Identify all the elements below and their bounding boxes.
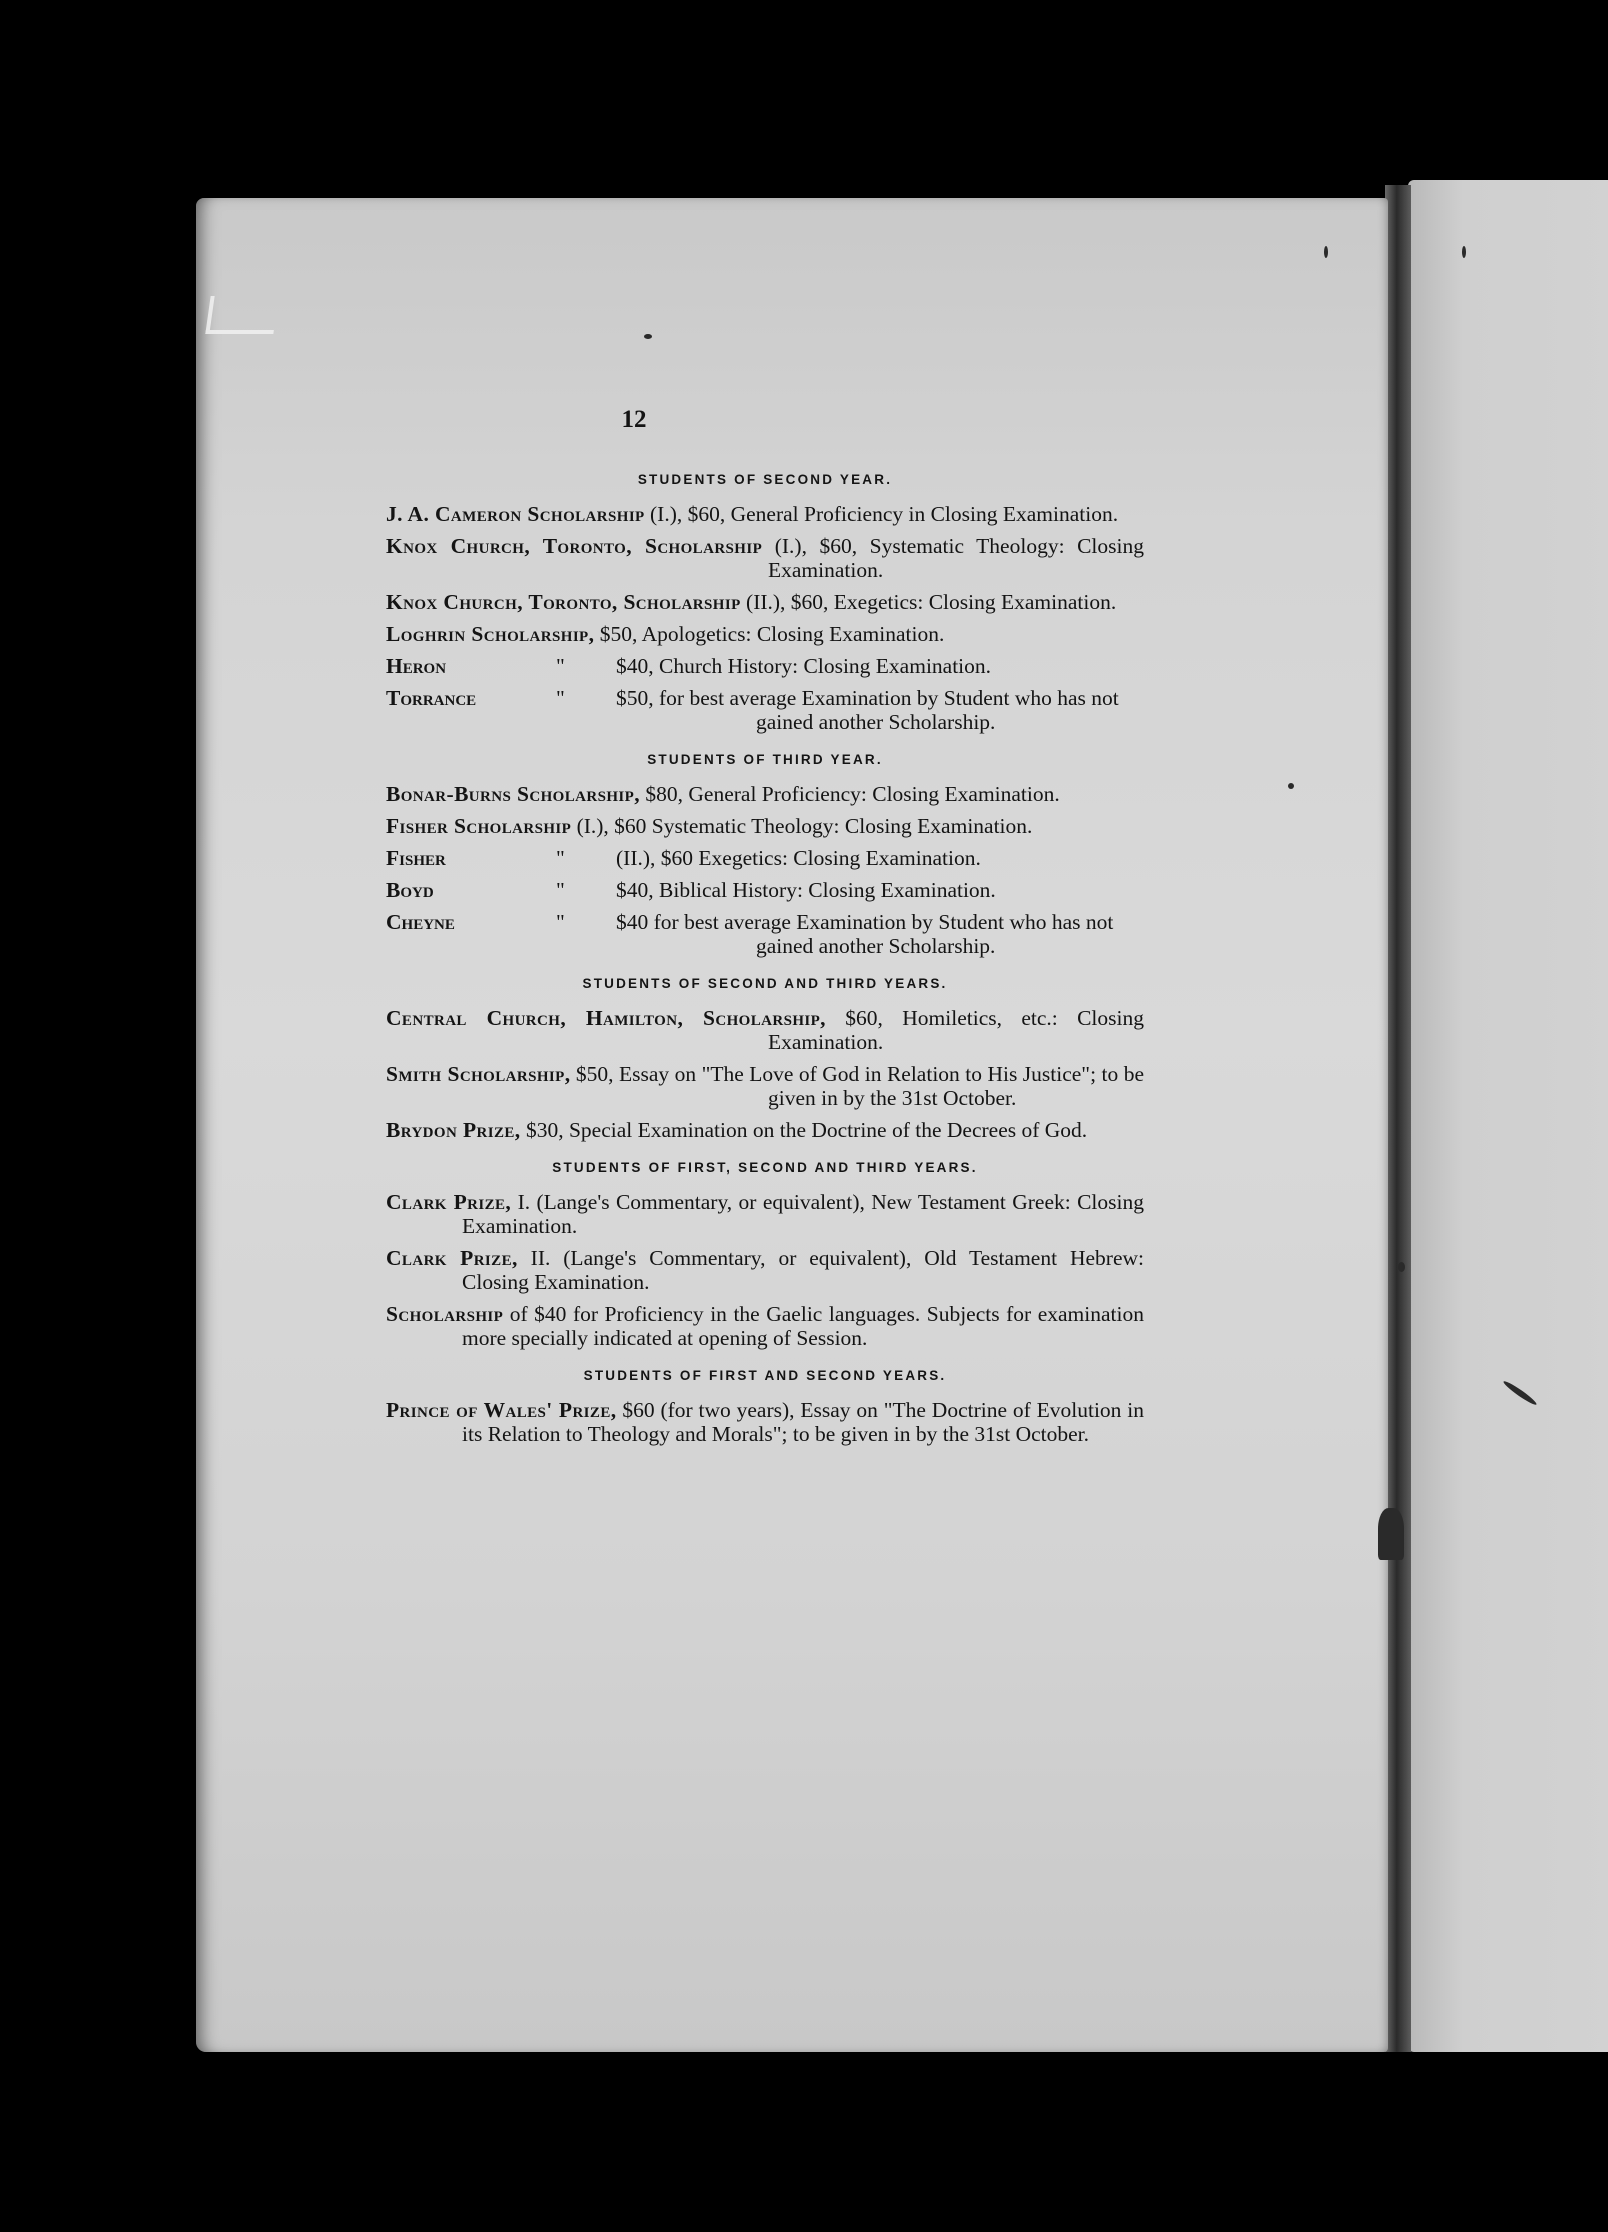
entry-name: Central Church, Hamilton, Scholarship, — [386, 1006, 826, 1030]
section-heading: STUDENTS OF FIRST, SECOND AND THIRD YEARS. — [552, 1160, 978, 1175]
entry-cameron-scholarship — [386, 502, 1144, 526]
section-heading: STUDENTS OF THIRD YEAR. — [647, 752, 883, 767]
entry-text: $40, Biblical History: Closing Examination. — [616, 878, 996, 902]
entry-name: Heron — [386, 654, 447, 678]
entry-clark-prize-2 — [386, 1246, 1144, 1294]
section-second-third-years — [386, 974, 1144, 1142]
entry-text: $50, Essay on "The Love of God in Relation to His Justice"; to be given in by the 31st October. — [570, 1062, 1144, 1110]
section-third-year — [386, 750, 1144, 958]
entry-name: J. A. Cameron Scholarship — [386, 502, 645, 526]
entry-name: Fisher — [386, 846, 446, 870]
entry-name: Torrance — [386, 686, 477, 710]
entry-name: Smith Scholarship, — [386, 1062, 571, 1086]
scan-speck — [1324, 246, 1328, 258]
entry-text: I. (Lange's Commentary, or equivalent), New Testament Greek: Closing Examination. — [462, 1190, 1144, 1238]
entry-name: Knox Church, Toronto, Scholarship — [386, 534, 763, 558]
entry-name: Loghrin Scholarship, — [386, 622, 595, 646]
entry-text: (II.), $60 Exegetics: Closing Examination. — [616, 846, 981, 870]
entry-name: Brydon Prize, — [386, 1118, 521, 1142]
entry-smith-scholarship — [386, 1062, 1144, 1110]
entry-text: $50, Apologetics: Closing Examination. — [594, 622, 945, 646]
entry-name: Cheyne — [386, 910, 455, 934]
ditto-mark: " — [556, 846, 565, 870]
entry-bonar-burns-scholarship — [386, 782, 1144, 806]
book-gutter — [1385, 185, 1411, 2052]
entry-fisher-2 — [386, 846, 1144, 870]
entry-text: II. (Lange's Commentary, or equivalent), Old Testament Hebrew: Closing Examination. — [462, 1246, 1144, 1294]
page-content — [386, 470, 1144, 1462]
entry-name: Clark Prize, — [386, 1190, 512, 1214]
entry-text: $80, General Proficiency: Closing Examination. — [640, 782, 1060, 806]
section-heading: STUDENTS OF SECOND AND THIRD YEARS. — [582, 976, 948, 991]
entry-text: $40, Church History: Closing Examination. — [616, 654, 992, 678]
entry-fisher-scholarship-1 — [386, 814, 1144, 838]
entry-text: $50, for best average Examination by Student who has not gained another Scholarship. — [616, 686, 1119, 734]
ditto-mark: " — [556, 686, 565, 710]
entry-prince-of-wales-prize — [386, 1398, 1144, 1446]
ditto-mark: " — [556, 878, 565, 902]
entry-text: (II.), $60, Exegetics: Closing Examination. — [740, 590, 1117, 614]
entry-knox-scholarship-2 — [386, 590, 1144, 614]
entry-name: Bonar-Burns Scholarship, — [386, 782, 640, 806]
entry-text: $60, Homiletics, etc.: Closing Examination. — [768, 1006, 1144, 1054]
entry-loghrin-scholarship — [386, 622, 1144, 646]
entry-text: (I.), $60, Systematic Theology: Closing Examination. — [762, 534, 1144, 582]
entry-text: $40 for best average Examination by Student who has not gained another Scholarship. — [616, 910, 1114, 958]
page-number: 12 — [621, 406, 647, 433]
scan-speck — [1462, 246, 1466, 258]
entry-heron — [386, 654, 1144, 678]
section-first-second-years — [386, 1366, 1144, 1446]
scan-speck — [644, 334, 652, 339]
entry-central-church-scholarship — [386, 1006, 1144, 1054]
entry-knox-scholarship-1 — [386, 534, 1144, 582]
entry-name: Boyd — [386, 878, 434, 902]
entry-name: Fisher Scholarship — [386, 814, 572, 838]
entry-boyd — [386, 878, 1144, 902]
entry-text: (I.), $60, General Proficiency in Closing Examination. — [644, 502, 1119, 526]
ditto-mark: " — [556, 654, 565, 678]
entry-text: $60 (for two years), Essay on "The Doctrine of Evolution in its Relation to Theology and Morals"; to be given in by the 31st October. — [462, 1398, 1144, 1446]
entry-name: Clark Prize, — [386, 1246, 518, 1270]
entry-name: Prince of Wales' Prize, — [386, 1398, 617, 1422]
entry-text: $30, Special Examination on the Doctrine of the Decrees of God. — [520, 1118, 1088, 1142]
scan-speck — [1378, 1508, 1404, 1560]
entry-name: Knox Church, Toronto, Scholarship — [386, 590, 741, 614]
section-second-year — [386, 470, 1144, 734]
section-heading: STUDENTS OF SECOND YEAR. — [637, 472, 893, 487]
section-first-second-third-years — [386, 1158, 1144, 1350]
facing-page — [1408, 180, 1608, 2052]
section-heading: STUDENTS OF FIRST AND SECOND YEARS. — [583, 1368, 947, 1383]
ditto-mark: " — [556, 910, 565, 934]
corner-mark — [205, 296, 278, 334]
entry-torrance — [386, 686, 1144, 734]
entry-text: (I.), $60 Systematic Theology: Closing Examination. — [571, 814, 1033, 838]
entry-brydon-prize — [386, 1118, 1144, 1142]
entry-clark-prize-1 — [386, 1190, 1144, 1238]
scan-speck — [1398, 1262, 1405, 1272]
entry-cheyne — [386, 910, 1144, 958]
scan-speck — [1288, 783, 1294, 789]
entry-name: Scholarship — [386, 1302, 504, 1326]
entry-text: of $40 for Proficiency in the Gaelic languages. Subjects for examination more specially indicated at opening of Session. — [462, 1302, 1144, 1350]
entry-gaelic-scholarship — [386, 1302, 1144, 1350]
